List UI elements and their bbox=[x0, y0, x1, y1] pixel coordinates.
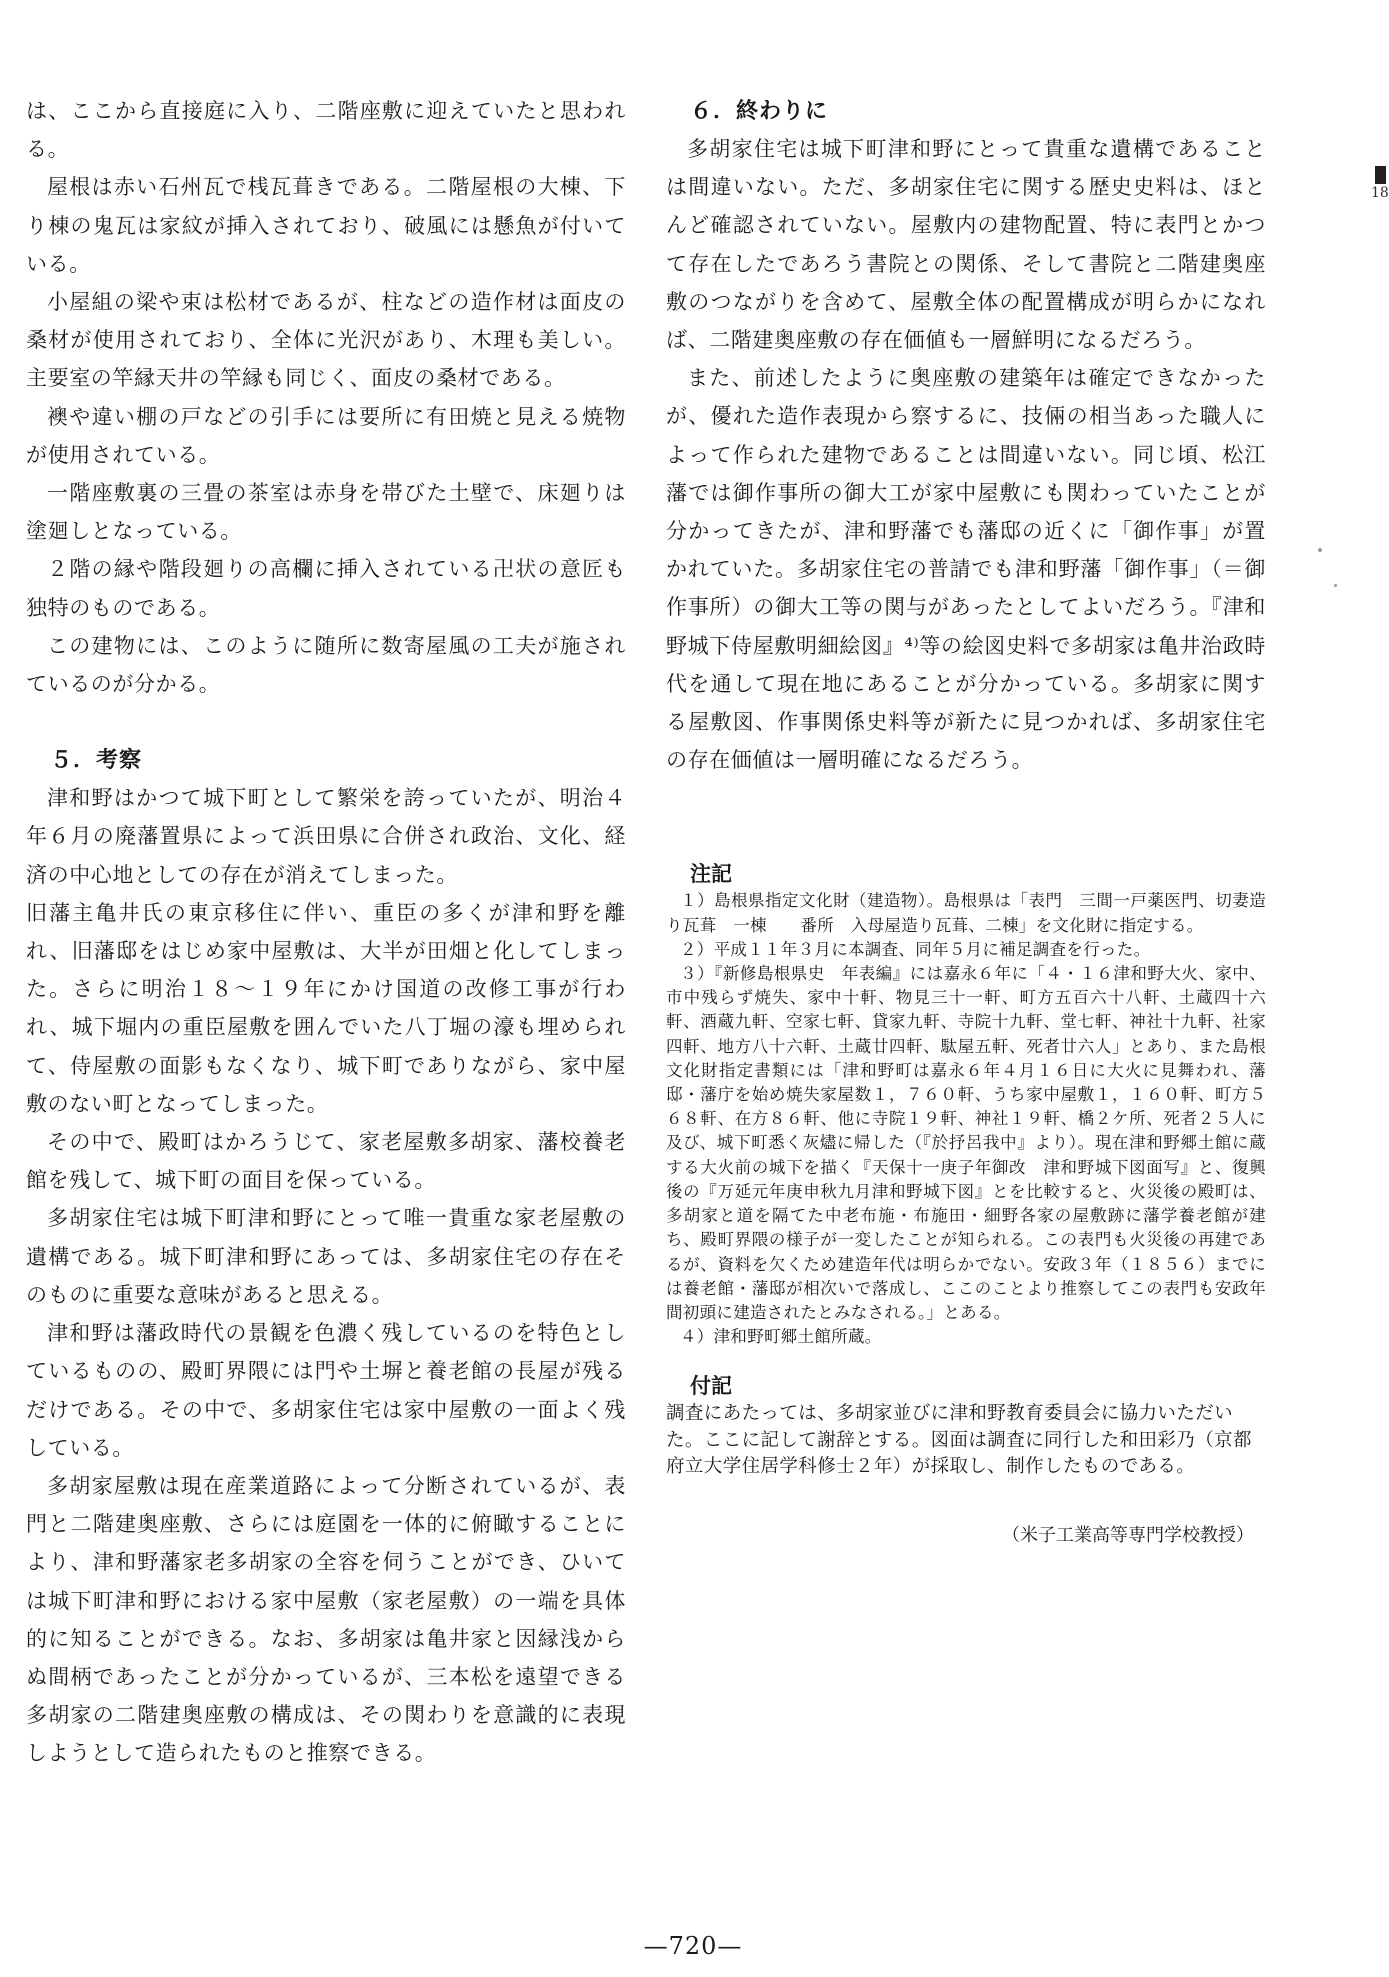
paragraph: 多胡家屋敷は現在産業道路によって分断されているが、表門と二階建奥座敷、さらには庭園を一体的に俯瞰することにより、津和野藩家老多胡家の全容を伺うことができ、ひいては城下町津和野における家中屋敷（家老屋敷）の一端を具体的に知ることができる。なお、多胡家は亀井家と因縁浅からぬ間柄であったことが分かっているが、三本松を遠望できる多胡家の二階建奥座敷の構成は、その関わりを意識的に表現しようとして造られたものと推察できる。 bbox=[26, 1473, 626, 1766]
left-column bbox=[26, 92, 626, 1773]
paragraph: 多胡家住宅は城下町津和野にとって唯一貴重な家老屋敷の遺構である。城下町津和野にあっては、多胡家住宅の存在そのものに重要な意味があると思える。 bbox=[26, 1206, 626, 1307]
notes-heading: 注記 bbox=[690, 861, 732, 887]
note-1 bbox=[666, 889, 1266, 937]
author-affiliation: （米子工業高等専門学校教授） bbox=[1002, 1524, 1254, 1546]
section-heading-5: ５．考察 bbox=[50, 747, 143, 774]
note-2-text: ２）平成１１年３月に本調査、同年５月に補足調査を行った。 bbox=[680, 939, 1151, 959]
paragraph: 津和野はかつて城下町として繁栄を誇っていたが、明治４年６月の廃藩置県によって浜田県に合併され政治、文化、経済の中心地としての存在が消えてしまった。 bbox=[26, 786, 626, 887]
page-number: —720— bbox=[643, 1932, 743, 1960]
note-4 bbox=[666, 1325, 1266, 1349]
note-1-text: １）島根県指定文化財（建造物）。島根県は「表門 三間一戸薬医門、切妻造り瓦葺 一棟 番所 入母屋造り瓦葺、二棟」を文化財に指定する。 bbox=[666, 891, 1266, 935]
note-4-text: ４）津和野町郷土館所蔵。 bbox=[680, 1327, 882, 1347]
paragraph: また、前述したように奥座敷の建築年は確定できなかったが、優れた造作表現から察するに、技倆の相当あった職人によって作られた建物であることは間違いない。同じ頃、松江藩では御作事所の御大工が家中屋敷にも関わっていたことが分かってきたが、津和野藩でも藩邸の近くに「御作事」が置かれていた。多胡家住宅の普請でも津和野藩「御作事」（＝御作事所）の御大工等の関与があったとしてよいだろう。『津和野城下侍屋敷明細絵図』⁴⁾等の絵図史料で多胡家は亀井治政時代を通して現在地にあることが分かっている。多胡家に関する屋敷図、作事関係史料等が新たに見つかれば、多胡家住宅の存在価値は一層明確になるだろう。 bbox=[666, 366, 1266, 773]
paragraph: 一階座敷裏の三畳の茶室は赤身を帯びた土壁で、床廻りは塗廻しとなっている。 bbox=[26, 481, 626, 544]
paragraph: その中で、殿町はかろうじて、家老屋敷多胡家、藩校養老館を残して、城下町の面目を保っている。 bbox=[26, 1130, 626, 1193]
paragraph: 襖や違い棚の戸などの引手には要所に有田焼と見える焼物が使用されている。 bbox=[26, 404, 626, 467]
appendix-heading: 付記 bbox=[690, 1373, 732, 1399]
section-heading-6: ６．終わりに bbox=[690, 98, 829, 124]
paragraph: ２階の縁や階段廻りの高欄に挿入されている卍状の意匠も独特のものである。 bbox=[26, 557, 626, 620]
margin-mark bbox=[1375, 166, 1386, 184]
paragraph: 津和野は藩政時代の景観を色濃く残しているのを特色としているものの、殿町界隈には門や土塀と養老館の長屋が残るだけである。その中で、多胡家住宅は家中屋敷の一面よく残している。 bbox=[26, 1321, 626, 1460]
paragraph: 旧藩主亀井氏の東京移住に伴い、重臣の多くが津和野を離れ、旧藩邸をはじめ家中屋敷は、大半が田畑と化してしまった。さらに明治１８～１９年にかけ国道の改修工事が行われ、城下堀内の重臣屋敷を囲んでいた八丁堀の濠も埋められて、侍屋敷の面影もなくなり、城下町でありながら、家中屋敷のない町となってしまった。 bbox=[26, 900, 626, 1116]
scan-speck bbox=[1334, 584, 1337, 587]
paragraph: 多胡家住宅は城下町津和野にとって貴重な遺構であることは間違いない。ただ、多胡家住宅に関する歴史史料は、ほとんど確認されていない。屋敷内の建物配置、特に表門とかつて存在したであろう書院との関係、そして書院と二階建奥座敷のつながりを含めて、屋敷全体の配置構成が明らかになれば、二階建奥座敷の存在価値も一層鮮明になるだろう。 bbox=[666, 137, 1266, 353]
paragraph: は、ここから直接庭に入り、二階座敷に迎えていたと思われる。 bbox=[26, 99, 626, 162]
right-column bbox=[666, 92, 1266, 1547]
note-3 bbox=[666, 962, 1266, 1325]
appendix-text: 調査にあたっては、多胡家並びに津和野教育委員会に協力いただいた。ここに記して謝辞とする。図面は調査に同行した和田彩乃（京都府立大学住居学科修士２年）が採取し、制作したものである。 bbox=[666, 1403, 1252, 1478]
note-2 bbox=[666, 938, 1266, 962]
margin-page-number: 18 bbox=[1371, 185, 1389, 201]
paragraph: この建物には、このように随所に数寄屋風の工夫が施されているのが分かる。 bbox=[26, 633, 626, 697]
paragraph: 小屋組の梁や束は松材であるが、柱などの造作材は面皮の桑材が使用されており、全体に光沢があり、木理も美しい。主要室の竿縁天井の竿縁も同じく、面皮の桑材である。 bbox=[26, 290, 626, 391]
note-3-text: ３）『新修島根県史 年表編』には嘉永６年に「４・１６津和野大火、家中、市中残らず焼失、家中十軒、物見三十一軒、町方五百六十八軒、土蔵四十六軒、酒蔵九軒、空家七軒、貸家九軒、寺院十九軒、堂七軒、神社十九軒、社家四軒、地方八十六軒、土蔵廿四軒、駄屋五軒、死者廿六人」とあり、また島根文化財指定書類には「津和野町は嘉永６年４月１６日に大火に見舞われ、藩邸・藩庁を始め焼失家屋数１，７６０軒、うち家中屋敷１，１６０軒、町方５６８軒、在方８６軒、他に寺院１９軒、神社１９軒、橋２ケ所、死者２５人に及び、城下町悉く灰燼に帰した（『於抒呂我中』より）。現在津和野郷土館に蔵する大火前の城下を描く『天保十一庚子年御改 津和野城下図面写』と、復興後の『万延元年庚申秋九月津和野城下図』とを比較すると、火災後の殿町は、多胡家と道を隔てた中老布施・布施田・細野各家の屋敷跡に藩学養老館が建ち、殿町界隈の様子が一変したことが知られる。この表門も火災後の再建であるが、資料を欠くため建造年代は明らかでない。安政３年（１８５６）までには養老館・藩邸が相次いで落成し、ここのことより推察してこの表門も安政年間初頭に建造されたとみなされる。」とある。 bbox=[666, 964, 1266, 1322]
scan-speck bbox=[1318, 548, 1322, 552]
paragraph: 屋根は赤い石州瓦で桟瓦葺きである。二階屋根の大棟、下り棟の鬼瓦は家紋が挿入されており、破風には懸魚が付いている。 bbox=[26, 175, 626, 276]
